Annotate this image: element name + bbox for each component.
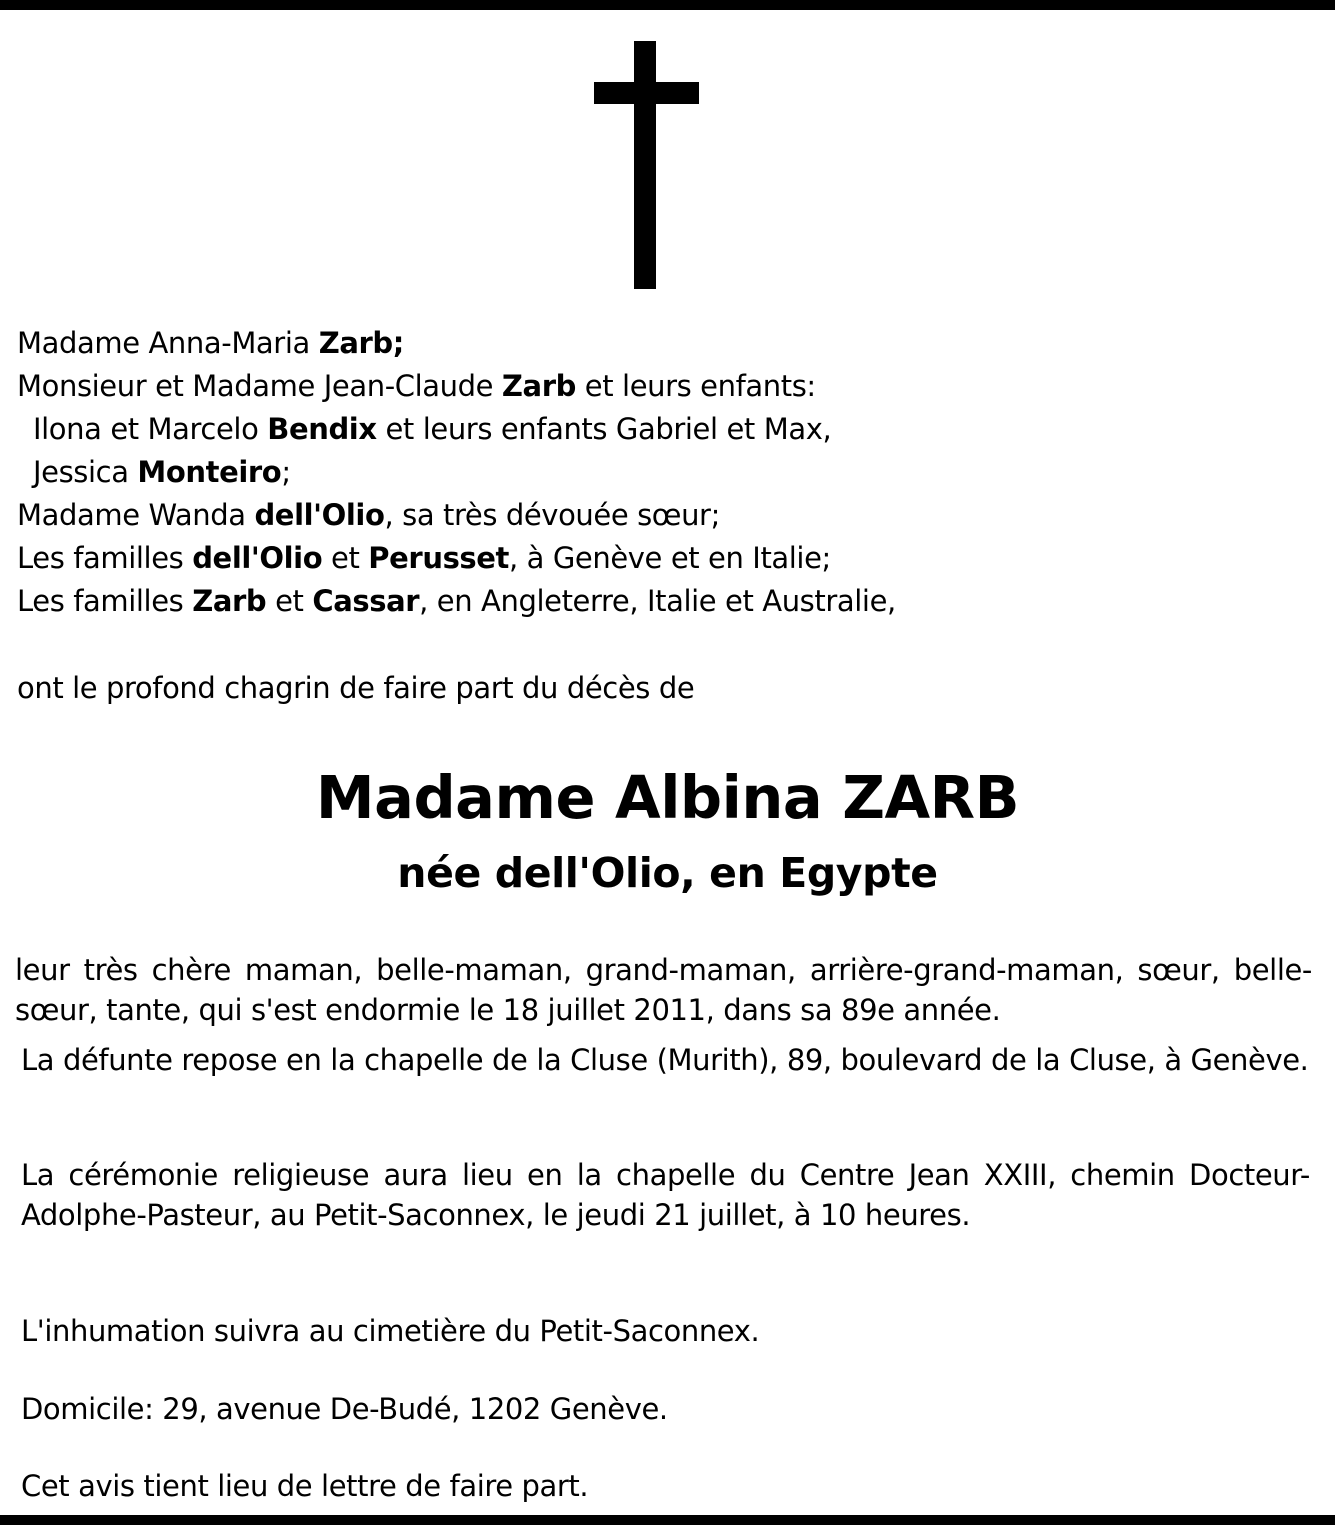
rest-location: La défunte repose en la chapelle de la Cluse (Murith), 89, boulevard de la Cluse, à Genève.	[21, 1043, 1309, 1077]
bottom-border	[0, 1515, 1335, 1525]
family-line: Monsieur et Madame Jean-Claude Zarb et leurs enfants:	[17, 369, 816, 403]
notice-text: Cet avis tient lieu de lettre de faire part.	[21, 1469, 589, 1503]
family-line: Madame Wanda dell'Olio, sa très dévouée sœur;	[17, 498, 720, 532]
family-line: Ilona et Marcelo Bendix et leurs enfants Gabriel et Max,	[33, 412, 832, 446]
top-border	[0, 0, 1335, 10]
domicile-address: Domicile: 29, avenue De-Budé, 1202 Genève.	[21, 1392, 668, 1426]
family-line: Les familles Zarb et Cassar, en Angleterre, Italie et Australie,	[17, 584, 896, 618]
burial-info: L'inhumation suivra au cimetière du Petit-Saconnex.	[21, 1314, 760, 1348]
ceremony-details: La cérémonie religieuse aura lieu en la chapelle du Centre Jean XXIII, chemin Docteur-Adolphe-Pasteur, au Petit-Saconnex, le jeudi 21 juillet, à 10 heures.	[21, 1158, 1310, 1232]
cross-icon	[594, 41, 699, 289]
family-line: Madame Anna-Maria Zarb;	[17, 326, 404, 360]
family-line: Les familles dell'Olio et Perusset, à Genève et en Italie;	[17, 541, 831, 575]
family-line: Jessica Monteiro;	[33, 455, 291, 489]
deceased-birth: née dell'Olio, en Egypte	[397, 849, 938, 897]
family-list	[17, 322, 1312, 623]
deceased-name: Madame Albina ZARB	[315, 763, 1020, 832]
intro-text: ont le profond chagrin de faire part du décès de	[17, 671, 695, 705]
relation-text: leur très chère maman, belle-maman, grand-maman, arrière-grand-maman, sœur, belle-sœur, tante, qui s'est endormie le 18 juillet 2011, dans sa 89e année.	[15, 953, 1312, 1027]
